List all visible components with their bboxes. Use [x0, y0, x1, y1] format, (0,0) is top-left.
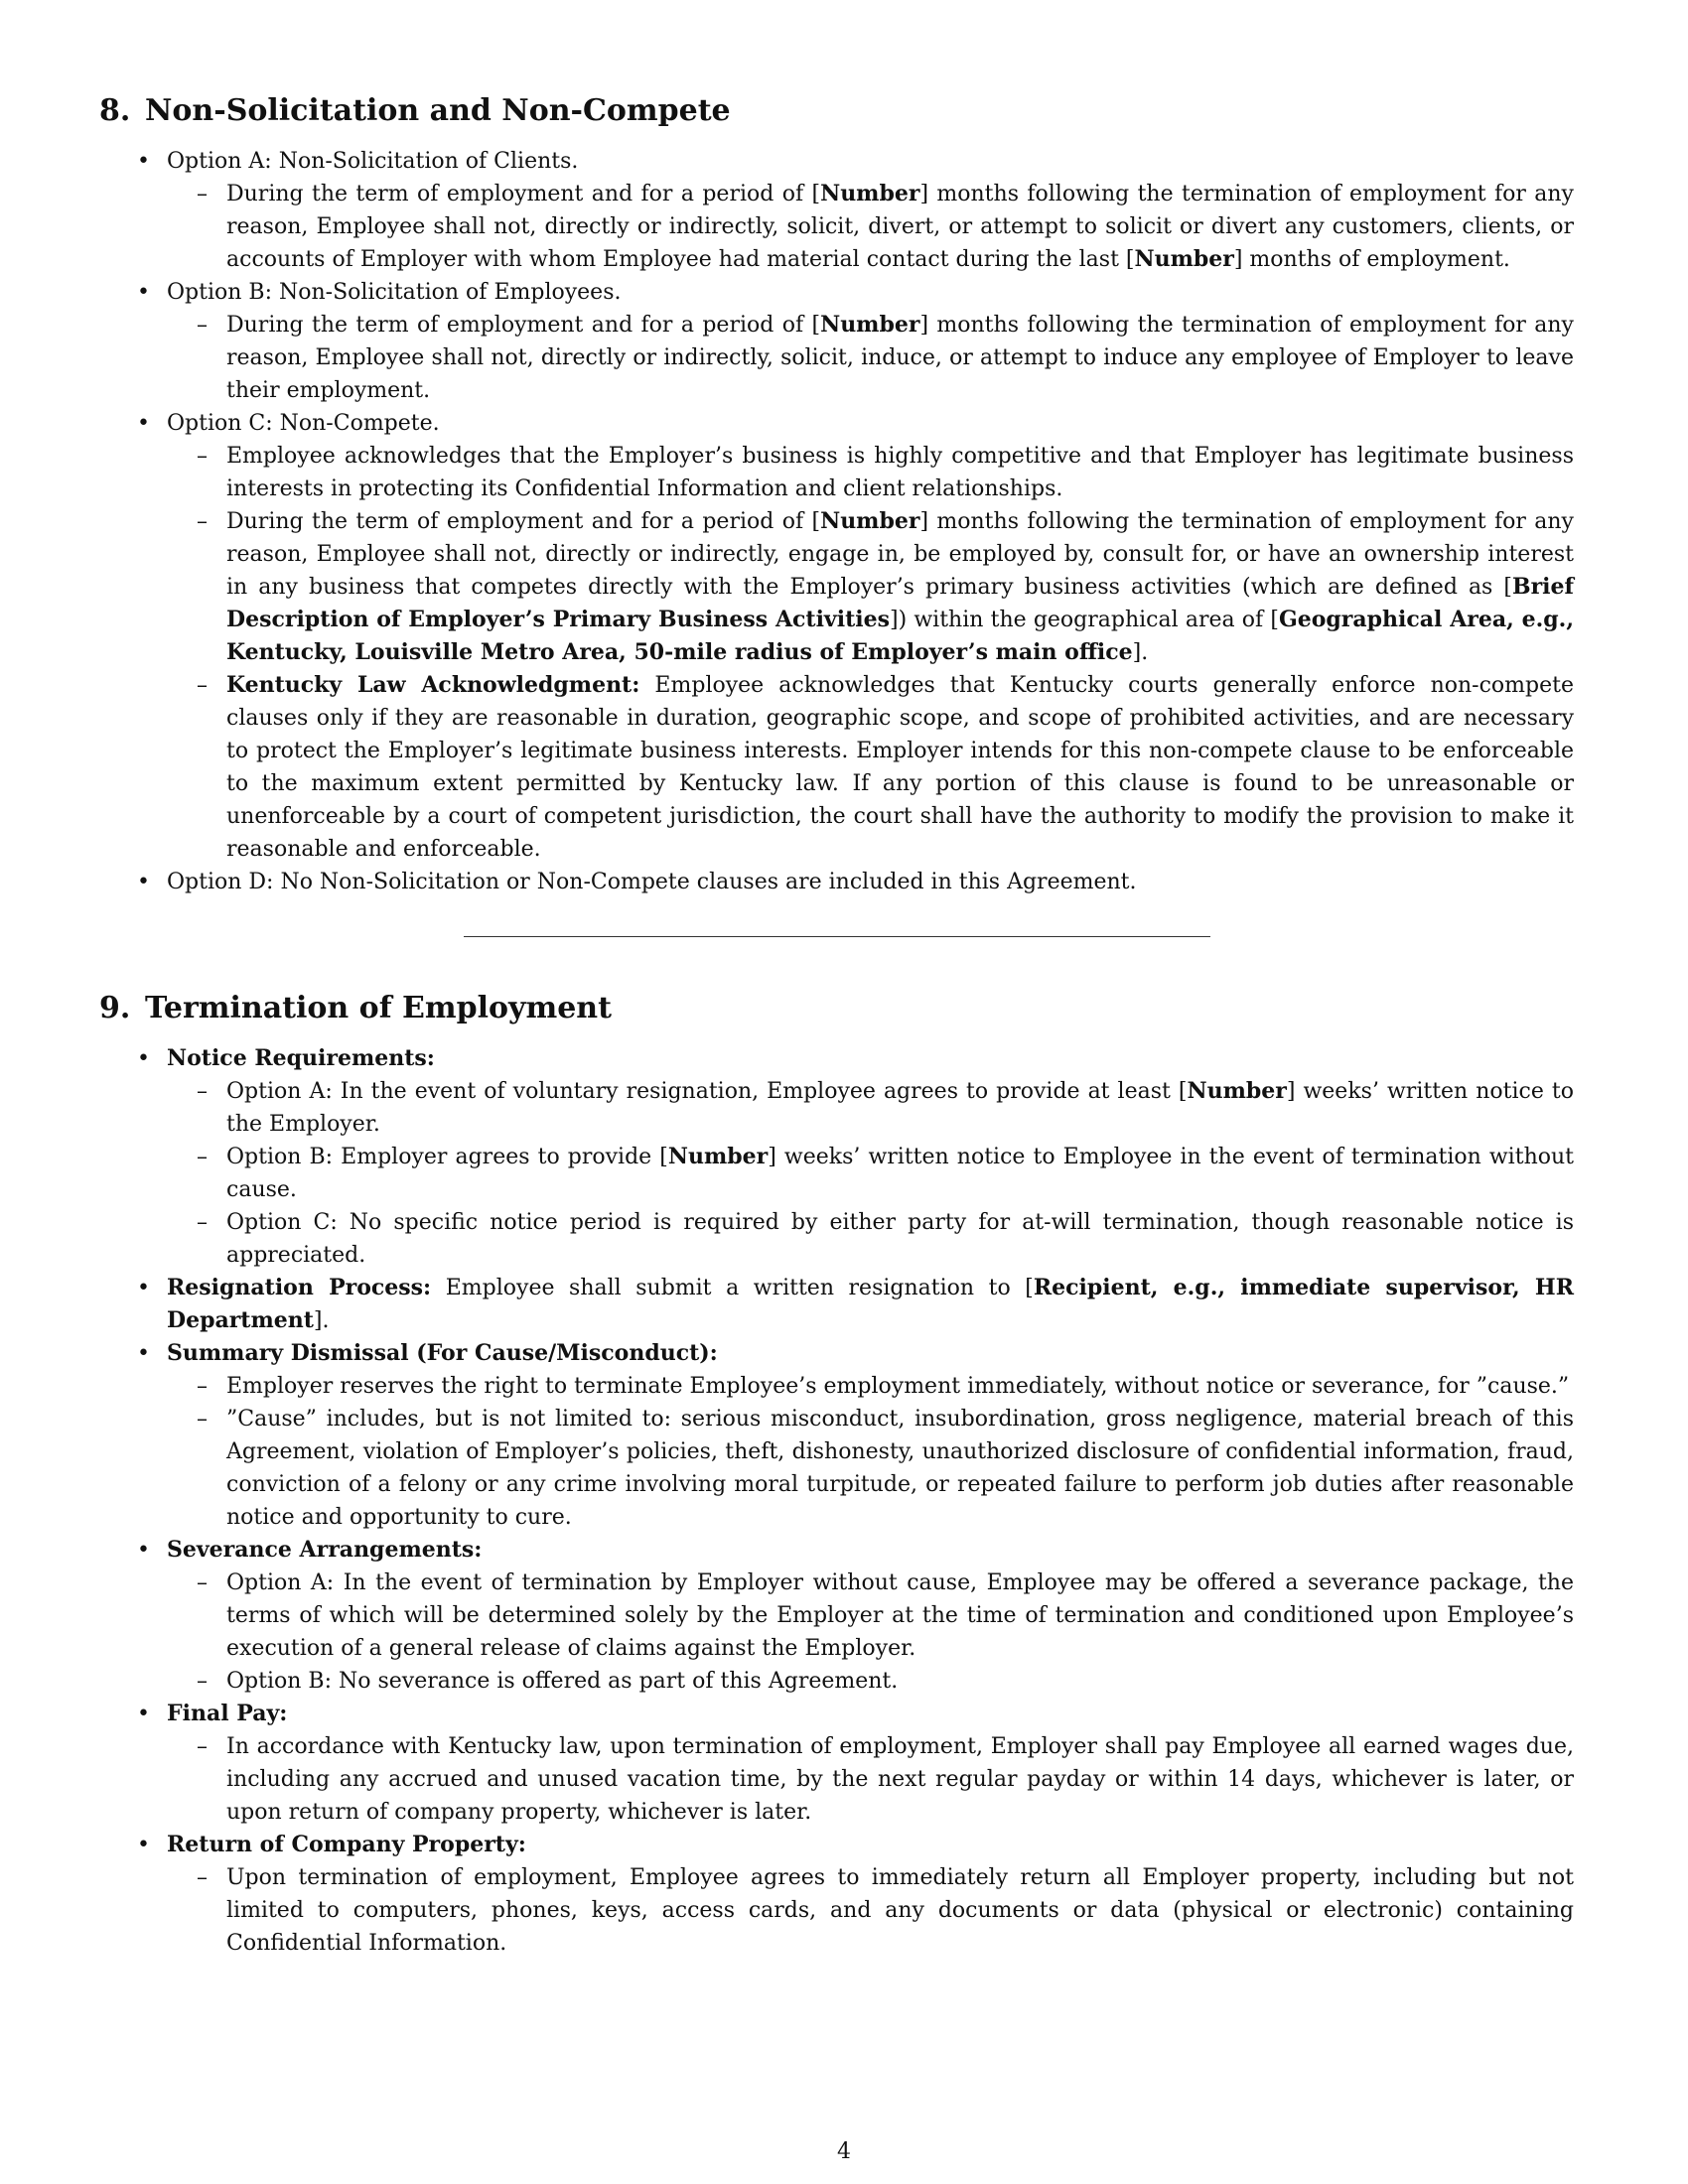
item-label: Severance Arrangements:	[167, 1537, 483, 1563]
item-label: Resignation Process:	[167, 1275, 432, 1300]
sub-item: – Employee acknowledges that the Employer’s business is highly competitive and that Employer has legitimate business interests in protecting its Confidential Information and client relationships.	[167, 440, 1574, 505]
section-divider	[464, 936, 1210, 937]
sub-item: – Option B: Employer agrees to provide [Number] weeks’ written notice to Employee in the event of termination without cause.	[167, 1141, 1574, 1206]
list-item: • Resignation Process: Employee shall submit a written resignation to [Recipient, e.g., immediate supervisor, HR Department].	[99, 1272, 1574, 1337]
list-item	[99, 407, 1574, 866]
list-item	[99, 1337, 1574, 1534]
sub-item: – During the term of employment and for a period of [Number] months following the termination of employment for any reason, Employee shall not, directly or indirectly, solicit, divert, or attempt to solicit or divert any customers, clients, or accounts of Employer with whom Employee had material contact during the last [Number] months of employment.	[167, 178, 1574, 276]
sub-item: – Option A: In the event of termination by Employer without cause, Employee may be offered a severance package, the terms of which will be determined solely by the Employer at the time of termination and conditioned upon Employee’s execution of a general release of claims against the Employer.	[167, 1567, 1574, 1665]
sub-item: – ”Cause” includes, but is not limited to: serious misconduct, insubordination, gross negligence, material breach of this Agreement, violation of Employer’s policies, theft, dishonesty, unauthorized disclosure of confidential information, fraud, conviction of a felony or any crime involving moral turpitude, or repeated failure to perform job duties after reasonable notice and opportunity to cure.	[167, 1403, 1574, 1534]
section-title: Termination of Employment	[145, 991, 612, 1025]
section-number: 9.	[99, 991, 131, 1025]
sub-item: – In accordance with Kentucky law, upon termination of employment, Employer shall pay Employee all earned wages due, including any accrued and unused vacation time, by the next regular payday or within 14 days, whichever is later, or upon return of company property, whichever is later.	[167, 1730, 1574, 1829]
item-label: Final Pay:	[167, 1701, 288, 1726]
list-item	[99, 866, 1574, 898]
sub-item: – Option C: No specific notice period is required by either party for at-will termination, though reasonable notice is appreciated.	[167, 1206, 1574, 1272]
sub-item: – Option A: In the event of voluntary resignation, Employee agrees to provide at least [Number] weeks’ written notice to the Employer.	[167, 1075, 1574, 1141]
list-item	[99, 1534, 1574, 1698]
item-label: Summary Dismissal (For Cause/Misconduct):	[167, 1340, 718, 1366]
sub-item: – During the term of employment and for a period of [Number] months following the termination of employment for any reason, Employee shall not, directly or indirectly, engage in, be employed by, consult for, or have an ownership interest in any business that competes directly with the Employer’s primary business activities (which are defined as [Brief Description of Employer’s Primary Business Activities]) within the geographical area of [Geographical Area, e.g., Kentucky, Louisville Metro Area, 50-mile radius of Employer’s main office].	[167, 505, 1574, 669]
section-8-list	[99, 145, 1574, 898]
page-number: 4	[837, 2139, 851, 2164]
list-item	[99, 276, 1574, 407]
section-number: 8.	[99, 93, 131, 128]
sub-item: – Employer reserves the right to terminate Employee’s employment immediately, without notice or severance, for ”cause.”	[167, 1370, 1574, 1403]
sub-item: – Kentucky Law Acknowledgment: Employee acknowledges that Kentucky courts generally enforce non-compete clauses only if they are reasonable in duration, geographic scope, and scope of prohibited activities, and are necessary to protect the Employer’s legitimate business interests. Employer intends for this non-compete clause to be enforceable to the maximum extent permitted by Kentucky law. If any portion of this clause is found to be unreasonable or unenforceable by a court of competent jurisdiction, the court shall have the authority to modify the provision to make it reasonable and enforceable.	[167, 669, 1574, 866]
item-label: Return of Company Property:	[167, 1832, 526, 1857]
list-item	[99, 1698, 1574, 1829]
option-label: Option C: Non-Compete.	[167, 411, 440, 436]
section-9-heading	[99, 989, 1574, 1028]
list-item	[99, 145, 1574, 276]
option-label: Option D: No Non-Solicitation or Non-Compete clauses are included in this Agreement.	[167, 870, 1137, 894]
list-item	[99, 1829, 1574, 1960]
item-label: Notice Requirements:	[167, 1045, 435, 1071]
sub-item: – Upon termination of employment, Employee agrees to immediately return all Employer property, including but not limited to computers, phones, keys, access cards, and any documents or data (physical or electronic) containing Confidential Information.	[167, 1861, 1574, 1960]
sub-item: – Option B: No severance is offered as part of this Agreement.	[167, 1665, 1574, 1698]
option-label: Option A: Non-Solicitation of Clients.	[167, 149, 579, 174]
section-8-heading	[99, 91, 1574, 131]
sub-item: – During the term of employment and for a period of [Number] months following the termination of employment for any reason, Employee shall not, directly or indirectly, solicit, induce, or attempt to induce any employee of Employer to leave their employment.	[167, 309, 1574, 407]
document-body	[99, 91, 1574, 1960]
section-title: Non-Solicitation and Non-Compete	[145, 93, 731, 128]
list-item	[99, 1042, 1574, 1272]
option-label: Option B: Non-Solicitation of Employees.	[167, 280, 622, 305]
section-9-list	[99, 1042, 1574, 1960]
